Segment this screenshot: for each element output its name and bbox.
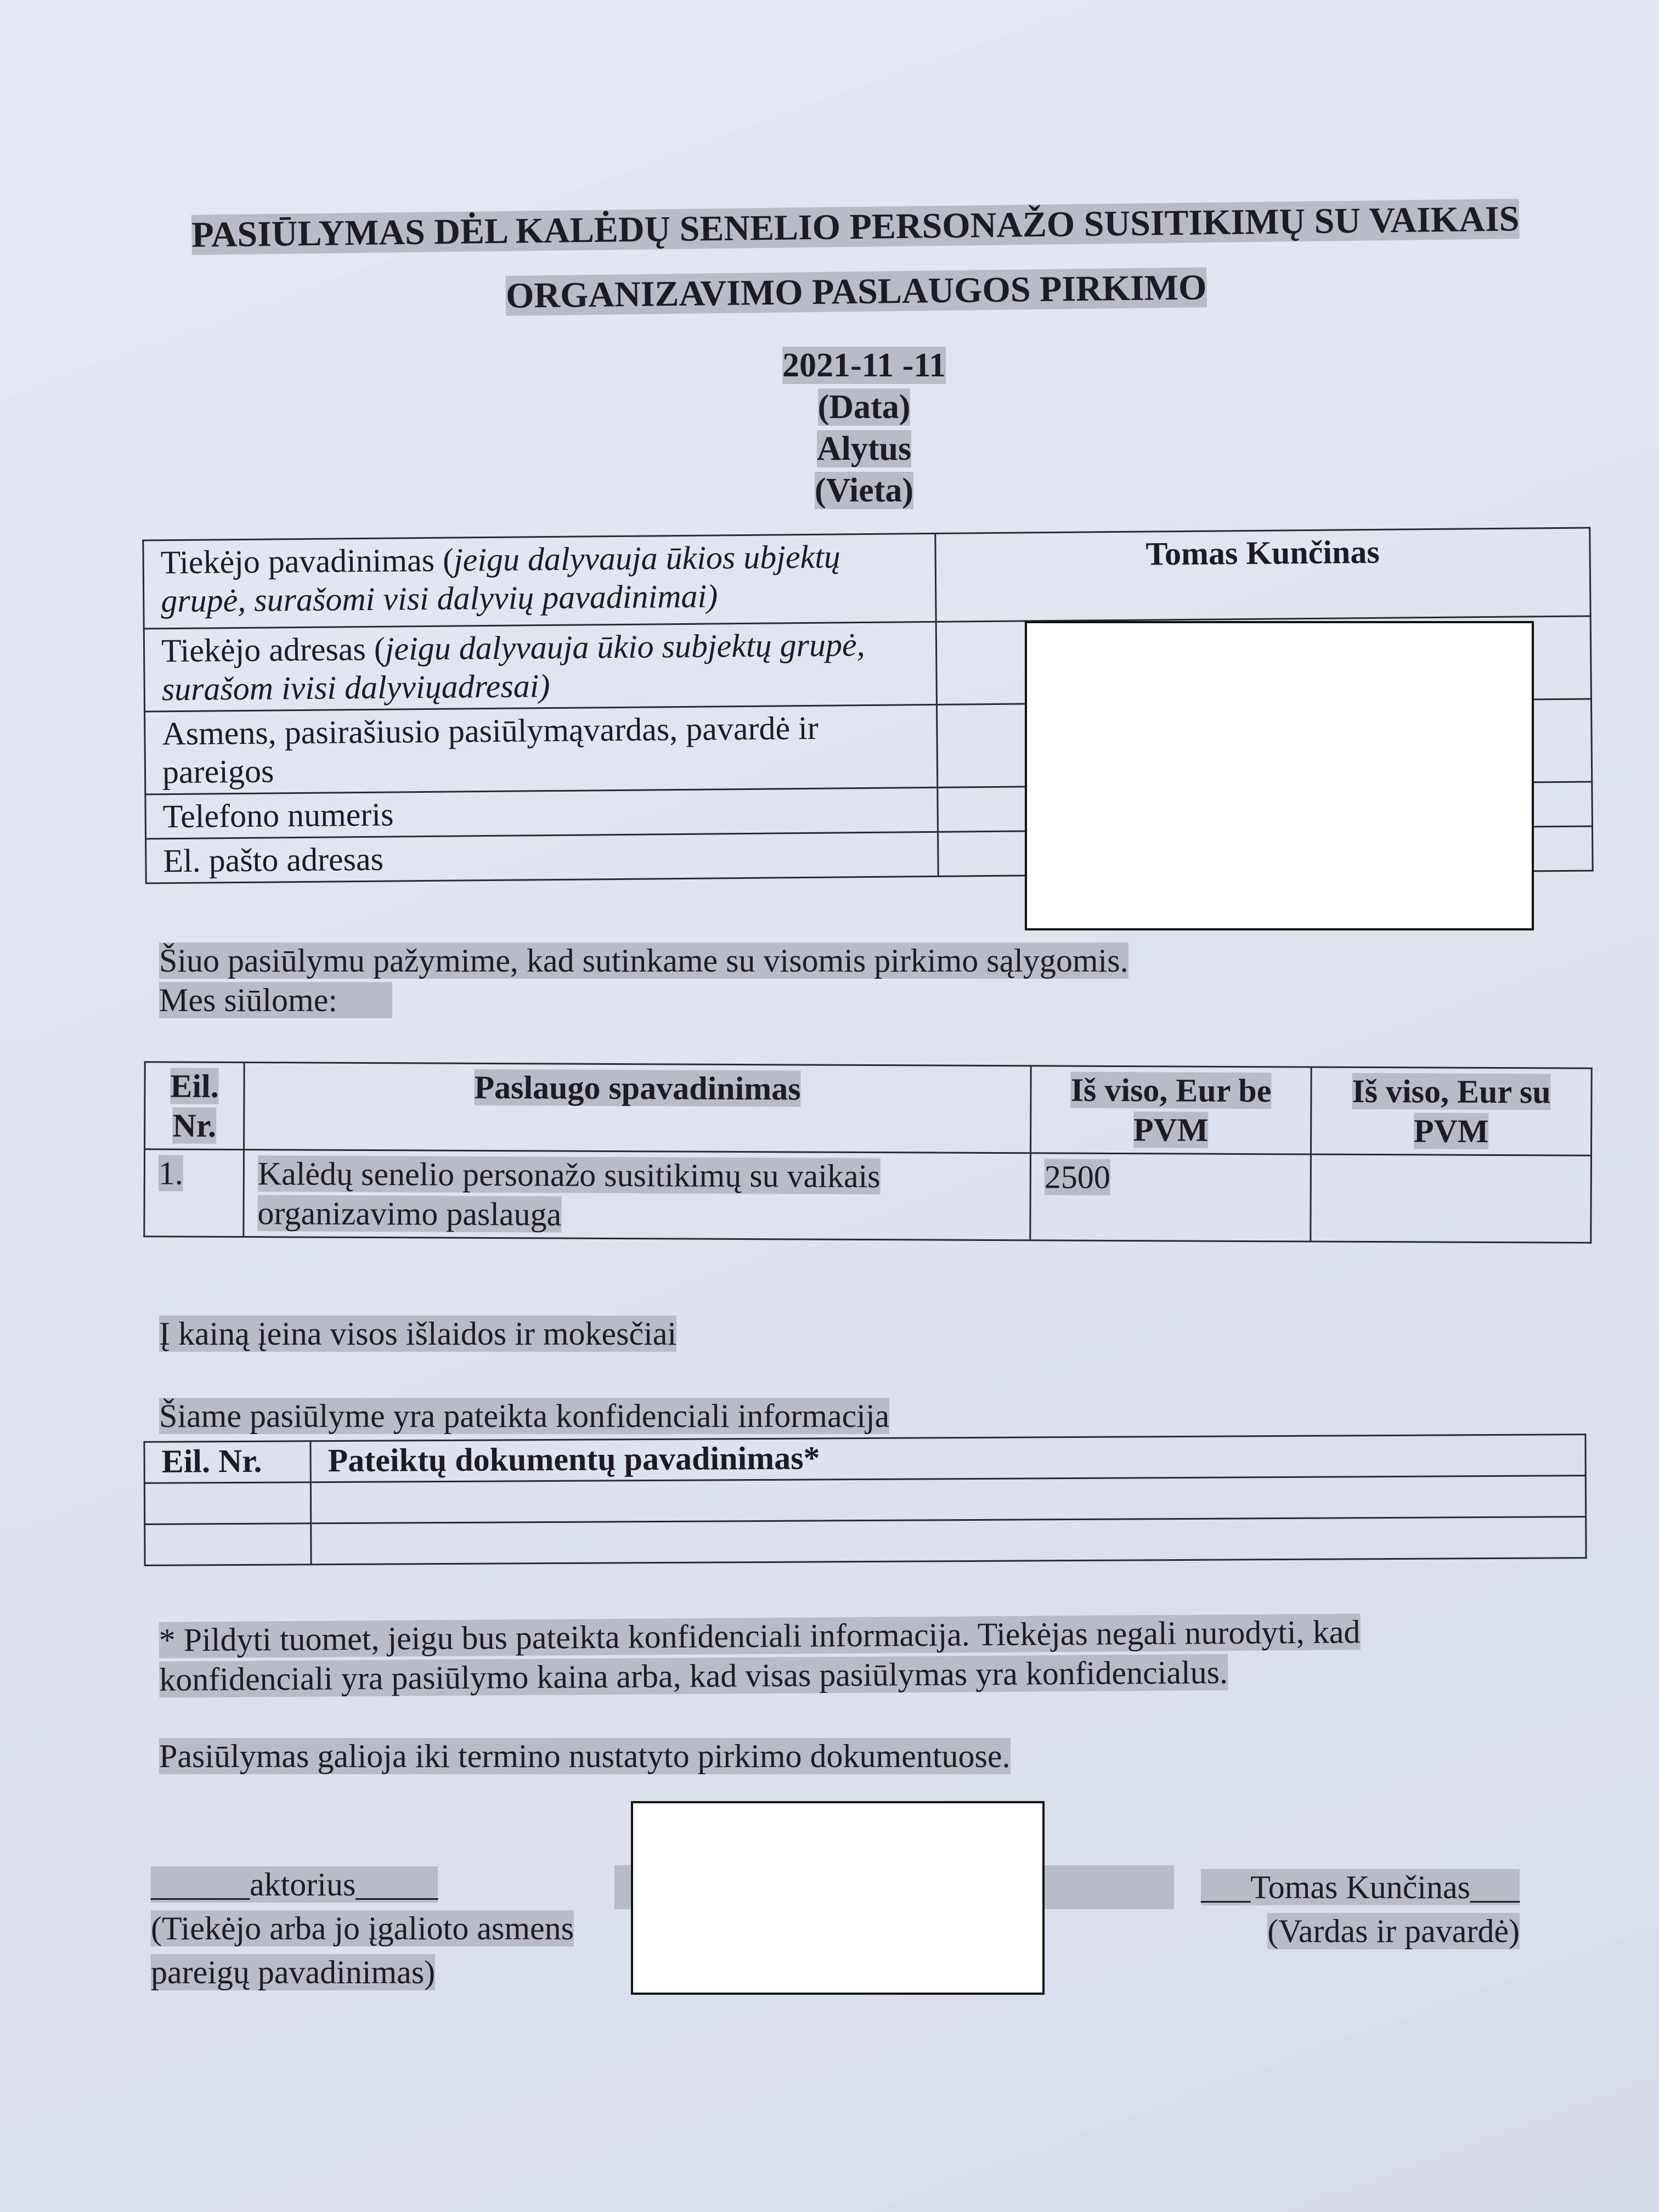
redaction-box	[1025, 621, 1534, 930]
agreement-text	[159, 941, 1128, 1020]
table-header-row	[145, 1062, 1592, 1156]
title-line-2: ORGANIZAVIMO PASLAUGOS PIRKIMO	[505, 267, 1207, 316]
signature-redaction-box	[631, 1801, 1045, 1995]
email-label: El. pašto adresas	[146, 832, 939, 883]
signature-role-caption: (Tiekėjo arba jo įgalioto asmens pareigų pavadinimas)	[151, 1910, 574, 1990]
title-line-1: PASIŪLYMAS DĖL KALĖDŲ SENELIO PERSONAŽO SUSITIKIMŲ SU VAIKAIS	[191, 199, 1520, 255]
phone-label: Telefono numeris	[145, 787, 938, 839]
row-total-net: 2500	[1030, 1153, 1311, 1242]
date-label: (Data)	[817, 388, 911, 426]
header-total-gross: Iš viso, Eur su PVM	[1311, 1067, 1592, 1155]
signature-name-block	[1097, 1865, 1520, 1953]
row-service-name: Kalėdų senelio personažo susitikimų su vaikais organizavimo paslauga	[244, 1150, 1031, 1240]
footnote: * Pildyti tuomet, jeigu bus pateikta konfidenciali informacija. Tiekėjas negali nurodyti, kad konfidenciali yra pasiūlymo kaina arba, kad visas pasiūlymas yra konfidencialus.	[159, 1613, 1361, 1698]
table-row	[143, 528, 1590, 629]
row-total-gross	[1311, 1154, 1592, 1243]
supplier-name-label: Tiekėjo pavadinimas (jeigu dalyvauja ūkios ubjektų grupė, surašomi visi dalyvių pavadinimai)	[143, 533, 936, 629]
agreement-line-2: Mes siūlome:	[159, 982, 392, 1018]
date-place-block	[713, 345, 1015, 511]
header-total-net: Iš viso, Eur be PVM	[1030, 1066, 1311, 1154]
header-number: Eil. Nr.	[144, 1441, 311, 1483]
place-label: (Vieta)	[814, 472, 914, 509]
table-row	[144, 1149, 1592, 1243]
signatory-label: Asmens, pasirašiusio pasiūlymąvardas, pavardė ir pareigos	[145, 704, 938, 794]
supplier-address-label: Tiekėjo adresas (jeigu dalyvauja ūkio subjektų grupė, surašom ivisi dalyviųadresai)	[144, 622, 936, 712]
table-row	[145, 1517, 1586, 1566]
header-service-name: Paslaugo spavadinimas	[244, 1063, 1031, 1153]
price-note: Į kainą įeina visos išlaidos ir mokesčiai	[159, 1316, 677, 1352]
row-number: 1.	[144, 1149, 244, 1237]
signature-role-block	[151, 1863, 645, 1994]
signature-role-value: ______aktorius_____	[151, 1866, 438, 1903]
signature-name-value: ___Tomas Kunčinas___	[1201, 1869, 1520, 1905]
signature-name-caption: (Vardas ir pavardė)	[1267, 1913, 1520, 1949]
table-header-row	[144, 1435, 1585, 1483]
document-title	[164, 187, 1548, 333]
date-value: 2021-11 -11	[782, 347, 946, 384]
header-document-name: Pateiktų dokumentų pavadinimas*	[311, 1435, 1585, 1482]
header-number: Eil. Nr.	[145, 1062, 245, 1150]
signature-line	[614, 1865, 631, 1909]
agreement-line-1: Šiuo pasiūlymu pažymime, kad sutinkame su visomis pirkimo sąlygomis.	[159, 943, 1128, 979]
offer-table	[143, 1061, 1592, 1244]
table-row	[144, 1476, 1585, 1525]
validity-note: Pasiūlymas galioja iki termino nustatyto pirkimo dokumentuose.	[159, 1738, 1011, 1774]
place-value: Alytus	[816, 430, 912, 467]
supplier-name-value: Tomas Kunčinas	[935, 528, 1590, 622]
confidential-intro: Šiame pasiūlyme yra pateikta konfidenciali informacija	[159, 1398, 890, 1434]
confidential-documents-table	[143, 1434, 1587, 1566]
